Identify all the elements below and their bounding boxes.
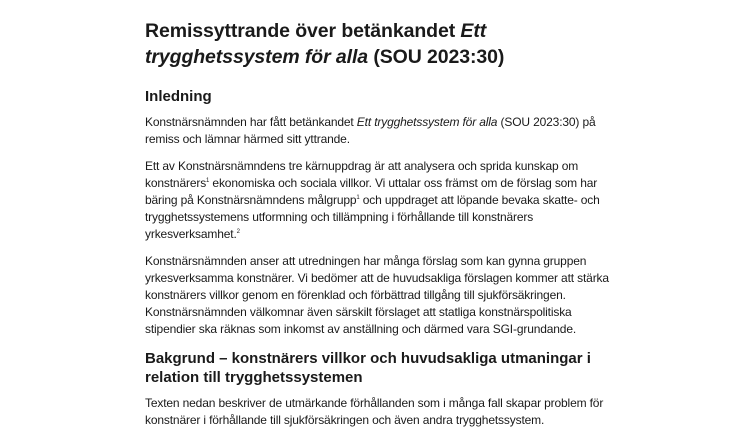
paragraph-mission-part2: ekonomiska och sociala villkor. Vi uttalar oss främst om de förslag som har bäring på Konstnärsnämndens målgrupp [145, 176, 598, 207]
section-heading-bakgrund: Bakgrund – konstnärers villkor och huvudsakliga utmaningar i relation till trygghetssystemen [145, 350, 591, 386]
paragraph-mission-part1: Ett av Konstnärsnämndens tre kärnuppdrag är att analysera och sprida kunskap om konstnärers [145, 159, 579, 190]
title-suffix: (SOU 2023:30) [368, 46, 505, 68]
paragraph-assessment: Konstnärsnämnden anser att utredningen har många förslag som kan gynna gruppen yrkesverksamma konstnärer. Vi bedömer att de huvudsakliga förslagen kommer att stärka konstnärers villkor genom en förenklad och förbättrad tillgång till sjukförsäkringen. Konstnärsnämnden välkomnar även särskilt förslaget att statliga konstnärspolitiska stipendier ska räknas som inkomst av anställning och därmed vara SGI-grundande. [145, 254, 609, 336]
footnote-marker: 1 [356, 195, 360, 201]
paragraph-mission [145, 158, 615, 243]
paragraph-intro-part1: Konstnärsnämnden har fått betänkandet [145, 115, 357, 129]
section-heading-inledning: Inledning [145, 88, 212, 105]
title-prefix: Remissyttrande över betänkandet [145, 20, 461, 42]
paragraph-intro-italic: Ett trygghetssystem för alla [356, 115, 498, 129]
document-title [145, 18, 615, 70]
paragraph-intro [145, 114, 615, 148]
paragraph-mission-part3: och uppdraget att löpande bevaka skatte- och trygghetssystemens utformning och tillämpning i förhållande till konstnärers yrkesverksamhet. [145, 193, 600, 241]
footnote-marker: 2 [236, 229, 240, 235]
paragraph-intro-part2: (SOU 2023:30) på remiss och lämnar härmed sitt yttrande. [145, 115, 596, 146]
title-italic: Ett trygghetssystem för alla [145, 20, 487, 68]
footnote-marker: 1 [206, 178, 210, 184]
paragraph-background: Texten nedan beskriver de utmärkande förhållanden som i många fall skapar problem för konstnärer i förhållande till sjukförsäkringen och även andra trygghetssystem. [145, 396, 604, 427]
document-content [145, 18, 615, 429]
